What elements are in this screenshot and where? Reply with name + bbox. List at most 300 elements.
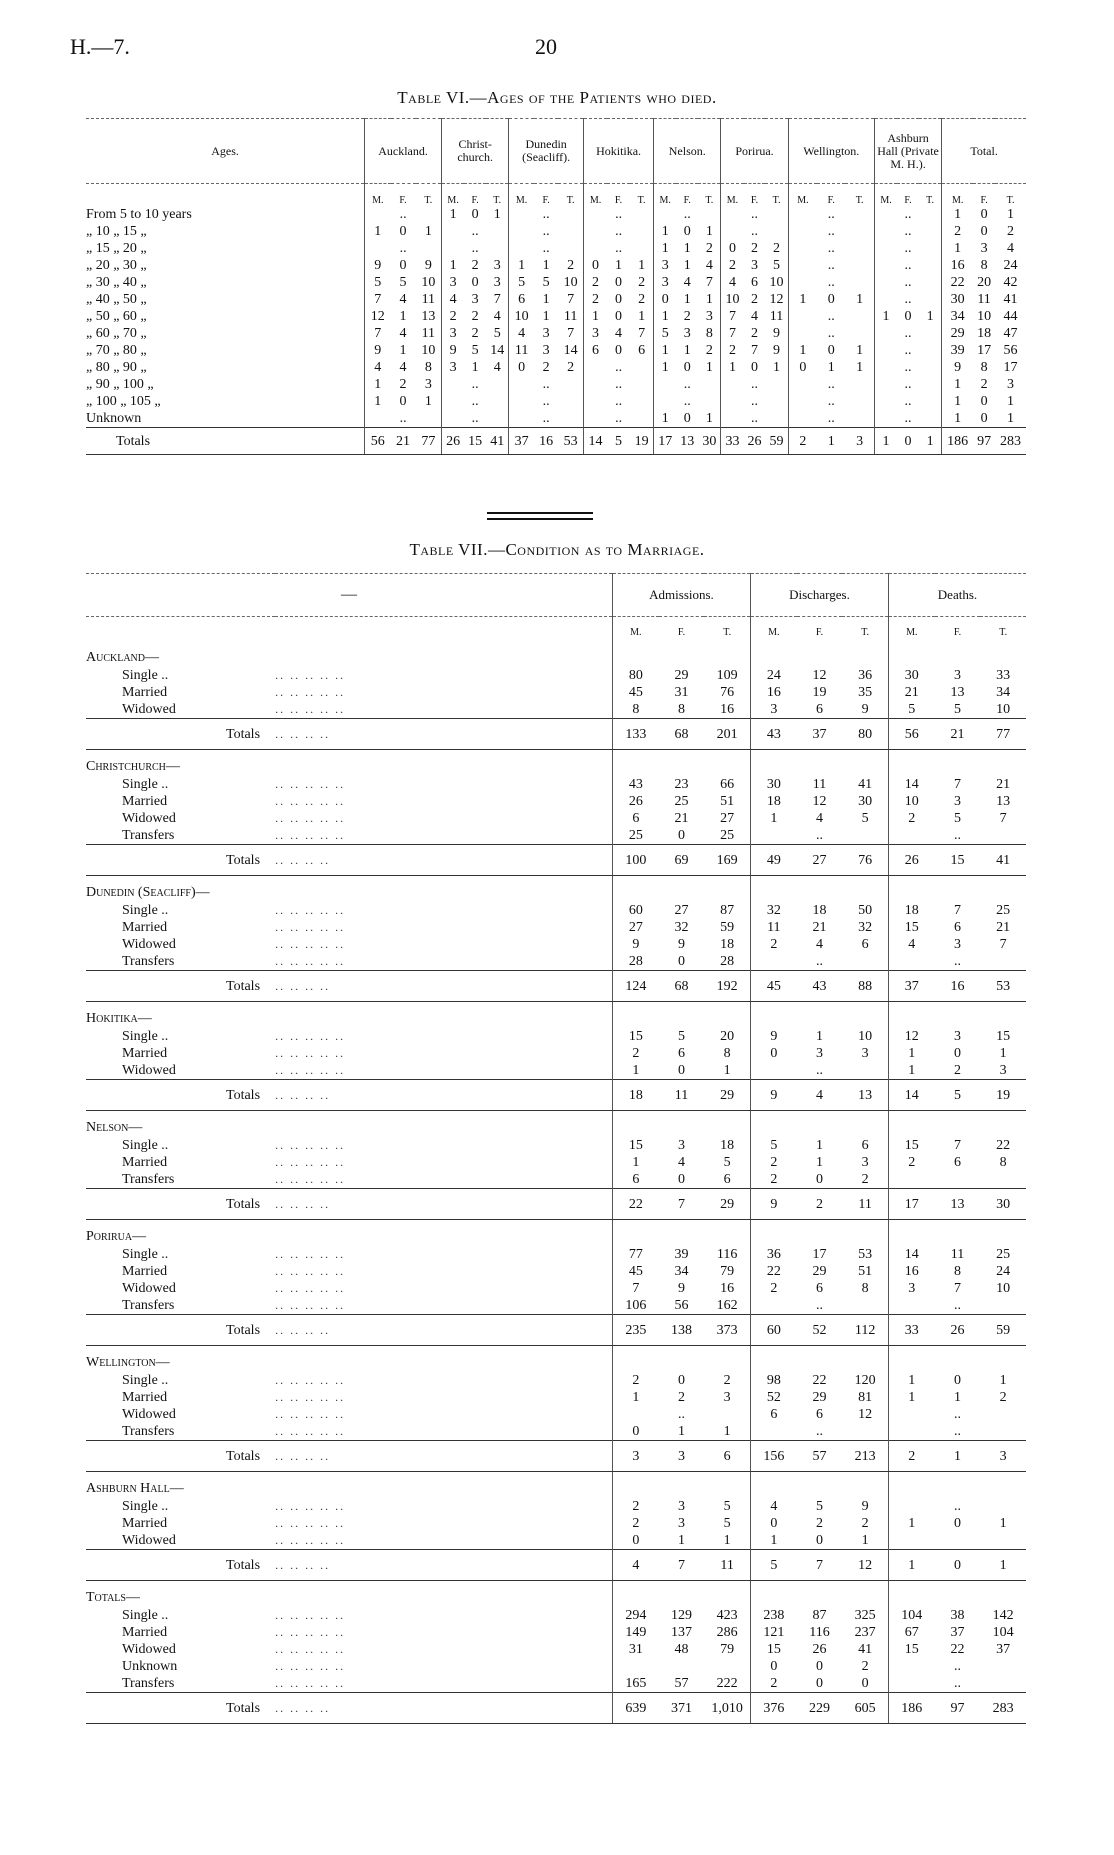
table6-subheader: M.	[442, 184, 465, 207]
table6-cell: ..	[788, 223, 874, 240]
table6-cell: 2	[583, 291, 607, 308]
table6-cell: 12	[769, 292, 784, 307]
table6-subheader: M.	[365, 184, 391, 207]
table6-age-label: „ 80 „ 90 „	[86, 360, 147, 375]
table7-cell: 3	[861, 1046, 869, 1061]
table7-row-label: Widowed	[122, 1642, 176, 1657]
table7-cell: 169	[704, 845, 750, 876]
table7-cell: 1,010	[704, 1693, 750, 1724]
table7-cell	[842, 827, 888, 845]
table6-subheader: T.	[637, 195, 646, 206]
table7-row	[86, 1406, 1026, 1423]
table6-subheader-blank	[86, 184, 365, 207]
table6-cell: ..	[874, 393, 941, 410]
table7-cell: 0	[677, 954, 685, 969]
table7-spacer	[704, 1472, 750, 1499]
table7-cell: 2	[613, 1515, 659, 1532]
table7-cell: 2	[861, 1516, 869, 1531]
table7-spacer	[750, 641, 796, 667]
table7-spacer	[613, 750, 659, 777]
table6-cell: 2	[788, 428, 817, 455]
table6-cell: 1	[683, 292, 691, 307]
table6-cell: 2	[751, 292, 758, 307]
table7-cell: 2	[750, 1171, 796, 1189]
table7-cell: 14	[888, 1080, 934, 1111]
table7-cell: 13	[996, 794, 1011, 809]
table7-cell: 14	[888, 1246, 934, 1263]
table6-cell: 2	[683, 309, 691, 324]
table7-cell: 3	[999, 1063, 1007, 1078]
table6-cell: 0	[980, 394, 988, 409]
table7-cell: 120	[854, 1373, 876, 1388]
table7-cell: ..	[953, 1298, 961, 1313]
table6-cell: 2	[567, 360, 575, 375]
table7-section-header	[86, 1220, 1026, 1247]
table7-spacer	[797, 1346, 843, 1373]
table7-row-label: Transfers	[122, 1298, 175, 1313]
table7-cell: 0	[613, 1532, 659, 1550]
table6-cell: 16	[942, 257, 973, 274]
table7-cell: 52	[797, 1315, 843, 1346]
table6-cell: 53	[558, 428, 583, 455]
table7-cell: 3	[953, 794, 961, 809]
table6-cell: 1	[788, 291, 817, 308]
table7-cell: 8	[953, 1264, 961, 1279]
table6-cell: 0	[583, 257, 607, 274]
table7-cell: 6	[613, 810, 659, 827]
table6-cell: 6	[583, 342, 607, 359]
table6-subheader: M.	[788, 184, 817, 207]
table7-cell: 1	[861, 1533, 869, 1548]
table6-cell: 30	[698, 428, 721, 455]
table7-leader-dots: .. .. .. .. ..	[275, 1264, 346, 1278]
table6-cell: ..	[509, 393, 584, 410]
table7-cell: 77	[980, 719, 1026, 750]
table7-spacer	[842, 876, 888, 903]
table6-cell: 1	[926, 309, 934, 324]
table6-cell: ..	[721, 223, 788, 240]
table7-row	[86, 1423, 1026, 1441]
table7-row-label: Single ..	[122, 1608, 169, 1623]
table7-cell: 142	[992, 1608, 1014, 1623]
table7-totals-row	[86, 1441, 1026, 1472]
table7-row	[86, 667, 1026, 684]
table7-cell: 24	[750, 667, 796, 684]
table7-cell	[613, 1406, 659, 1423]
table6-cell: 12	[365, 308, 391, 325]
table7-cell: 1	[723, 1424, 731, 1439]
table6-subheader: M.	[874, 184, 897, 207]
table6-cell: 0	[683, 224, 691, 239]
table7-row	[86, 793, 1026, 810]
table6-cell: 7	[567, 326, 575, 341]
table7-cell: 112	[842, 1315, 888, 1346]
table7-cell: 28	[720, 954, 735, 969]
table6-cell: 39	[942, 342, 973, 359]
table6-cell: 4	[493, 360, 501, 375]
table7-cell: 0	[953, 1516, 961, 1531]
table6-cell: 1	[856, 292, 864, 307]
table7-cell: 34	[996, 685, 1011, 700]
table7-cell: 4	[888, 936, 934, 953]
table7-cell	[750, 1297, 796, 1315]
table6-cell: 97	[973, 428, 995, 455]
table6-cell: 34	[942, 308, 973, 325]
table6-subheader: T.	[493, 195, 502, 206]
table6-cell: 8	[980, 258, 988, 273]
table7-cell: 60	[750, 1315, 796, 1346]
table7-cell: 3	[613, 1441, 659, 1472]
table7-cell: 9	[677, 1281, 685, 1296]
table6-cell: 2	[705, 343, 713, 358]
table7-leader-dots: .. .. .. .. ..	[275, 1298, 346, 1312]
table7-spacer	[750, 1002, 796, 1029]
table6-header: Nelson.	[654, 119, 721, 184]
table7-spacer	[980, 1002, 1026, 1029]
table6-cell: 17	[977, 343, 992, 358]
table7-spacer	[980, 1346, 1026, 1373]
table7-cell: 26	[812, 1642, 827, 1657]
table7-cell: 138	[659, 1315, 705, 1346]
table6-cell: 1	[654, 342, 677, 359]
table7-spacer	[888, 1220, 934, 1247]
table6-cell: ..	[654, 206, 721, 223]
table7-cell: 605	[842, 1693, 888, 1724]
table7-spacer	[980, 1581, 1026, 1608]
table7-cell: 237	[854, 1625, 876, 1640]
table6-cell: 7	[638, 326, 646, 341]
table7-spacer	[613, 1111, 659, 1138]
table6-ages-of-patients-died	[86, 118, 1026, 455]
table6-header: Christ-church.	[442, 119, 509, 184]
table6-cell: 47	[1003, 326, 1018, 341]
table7-leader-dots: .. .. .. .. ..	[275, 937, 346, 951]
table7-totals-row	[86, 1693, 1026, 1724]
table6-cell: 41	[486, 428, 509, 455]
table6-subheader: F.	[750, 195, 759, 206]
table6-subheader: F.	[542, 195, 550, 206]
table6-cell: 2	[471, 326, 479, 341]
table6-subheader: M.	[721, 184, 744, 207]
table6-cell: 6	[509, 291, 534, 308]
table6-cell: 4	[683, 275, 691, 290]
table7-cell: 6	[677, 1046, 685, 1061]
table6-cell: ..	[654, 376, 721, 393]
table6-cell: 5	[773, 258, 781, 273]
table7-cell: 8	[677, 702, 685, 717]
table7-cell: 5	[815, 1499, 823, 1514]
table7-cell: 3	[723, 1390, 731, 1405]
table6-cell: 1	[493, 207, 501, 222]
table6-cell: 0	[615, 343, 623, 358]
table7-subheader: M.	[750, 617, 796, 642]
table7-row-label: Married	[122, 1155, 168, 1170]
table7-cell	[980, 827, 1026, 845]
table6-cell: 0	[615, 275, 623, 290]
table7-cell: 37	[797, 719, 843, 750]
table6-subheader: M.	[583, 184, 607, 207]
table6-cell: 1	[942, 376, 973, 393]
table6-row	[86, 240, 1026, 257]
table7-cell: 51	[720, 794, 735, 809]
table7-spacer	[704, 1346, 750, 1373]
table7-cell: 1	[677, 1424, 685, 1439]
table6-cell: 5	[509, 274, 534, 291]
table7-cell: 33	[996, 668, 1011, 683]
table6-cell: 0	[654, 291, 677, 308]
table7-cell: 53	[980, 971, 1026, 1002]
table7-cell: 13	[950, 685, 965, 700]
table7-cell: 21	[888, 684, 934, 701]
table6-header: Ashburn Hall (Private M. H.).	[874, 119, 941, 184]
table7-spacer	[704, 1220, 750, 1247]
table6-cell: 2	[942, 223, 973, 240]
table6-cell: 1	[654, 240, 677, 257]
table7-cell: 12	[812, 668, 827, 683]
table7-cell: 3	[677, 1499, 685, 1514]
table7-row-label: Married	[122, 794, 168, 809]
table6-cell: 10	[977, 309, 992, 324]
table7-cell: 21	[996, 920, 1011, 935]
table6-cell: 3	[654, 274, 677, 291]
table7-cell: 5	[750, 1550, 796, 1581]
table6-cell: 17	[1003, 360, 1018, 375]
table6-cell: 0	[751, 360, 758, 375]
table7-row-label: Transfers	[122, 954, 175, 969]
table7-section-name: Dunedin (Seacliff)—	[86, 884, 210, 900]
table6-cell: ..	[874, 325, 941, 342]
table7-spacer	[842, 750, 888, 777]
table7-cell: 2	[677, 1390, 685, 1405]
table6-cell: 1	[654, 410, 677, 428]
table7-cell: 25	[996, 1247, 1011, 1262]
table7-cell: 186	[888, 1693, 934, 1724]
table7-spacer	[659, 1220, 705, 1247]
table7-spacer	[659, 1346, 705, 1373]
table7-cell	[980, 1675, 1026, 1693]
table7-spacer	[888, 1346, 934, 1373]
table6-cell: 3	[424, 377, 432, 392]
table6-cell: ..	[509, 206, 584, 223]
table7-cell: 156	[750, 1441, 796, 1472]
table7-leader-dots: .. .. .. ..	[275, 1441, 612, 1472]
table6-cell: 0	[788, 359, 817, 376]
table6-cell: 11	[563, 309, 578, 324]
table6-cell: 1	[942, 206, 973, 223]
table7-cell: 6	[861, 1138, 869, 1153]
table6-cell: 19	[630, 428, 654, 455]
table6-cell: 7	[751, 343, 758, 358]
table6-cell: ..	[583, 223, 653, 240]
table7-leader-dots: .. .. .. .. ..	[275, 828, 346, 842]
table6-cell: 0	[904, 309, 912, 324]
table6-cell: ..	[442, 223, 509, 240]
table7-section-name: Totals—	[86, 1589, 140, 1605]
table7-cell: 88	[842, 971, 888, 1002]
table7-cell: 9	[750, 1080, 796, 1111]
table7-cell: 6	[750, 1406, 796, 1423]
table7-cell	[888, 1658, 934, 1675]
table7-row-label: Single ..	[122, 1373, 169, 1388]
table6-cell: 0	[827, 343, 835, 358]
table7-section-header	[86, 876, 1026, 903]
table6-cell: 1	[856, 343, 864, 358]
table6-row	[86, 206, 1026, 223]
table6-cell: 4	[365, 359, 391, 376]
table7-spacer	[935, 1472, 981, 1499]
table7-row-label: Unknown	[122, 1659, 178, 1674]
table7-leader-dots: .. .. .. .. ..	[275, 920, 346, 934]
table7-cell: 22	[613, 1189, 659, 1220]
table6-header: Ages.	[86, 119, 365, 184]
table7-row-label: Married	[122, 1046, 168, 1061]
table7-section-name: Wellington—	[86, 1354, 170, 1370]
table7-row	[86, 1171, 1026, 1189]
table7-section-header	[86, 641, 1026, 667]
table7-cell: 30	[750, 776, 796, 793]
table7-cell: 15	[750, 1641, 796, 1658]
table7-cell: 29	[704, 1189, 750, 1220]
table7-spacer	[659, 641, 705, 667]
table7-leader-dots: .. .. .. .. ..	[275, 1373, 346, 1387]
table7-cell: 0	[815, 1676, 823, 1691]
table6-cell: 0	[509, 359, 534, 376]
table6-cell: 41	[1003, 292, 1018, 307]
table7-cell: 286	[716, 1625, 738, 1640]
table7-cell	[750, 1423, 796, 1441]
table7-cell: 149	[613, 1624, 659, 1641]
table6-cell: ..	[874, 274, 941, 291]
table6-cell: ..	[788, 376, 874, 393]
table6-cell: 14	[583, 428, 607, 455]
table7-cell: 35	[858, 685, 873, 700]
table6-cell: 1	[683, 258, 691, 273]
table7-spacer	[750, 876, 796, 903]
table7-cell: 15	[888, 1137, 934, 1154]
table6-subheader: T.	[772, 195, 781, 206]
table6-cell: 4	[1007, 241, 1015, 256]
table7-cell: 2	[723, 1373, 731, 1388]
table7-cell: 213	[842, 1441, 888, 1472]
table7-cell: 20	[720, 1029, 735, 1044]
table6-cell: 1	[471, 360, 479, 375]
table7-cell: 28	[613, 953, 659, 971]
table7-cell: 77	[613, 1246, 659, 1263]
table7-cell: 6	[723, 1172, 731, 1187]
table7-cell: 45	[613, 684, 659, 701]
table6-cell: ..	[365, 206, 442, 223]
table7-cell: 80	[613, 667, 659, 684]
table7-cell: ..	[953, 1407, 961, 1422]
table7-cell: 32	[674, 920, 689, 935]
table7-section-header	[86, 1581, 1026, 1608]
table7-cell: 22	[812, 1373, 827, 1388]
table6-cell: 30	[942, 291, 973, 308]
table7-leader-dots: .. .. .. .. ..	[275, 777, 346, 791]
table7-section-name: Ashburn Hall—	[86, 1480, 184, 1496]
table6-header: Total.	[942, 119, 1026, 184]
table7-cell: 50	[858, 903, 873, 918]
table7-cell: 165	[613, 1675, 659, 1693]
table7-cell: 1	[723, 1063, 731, 1078]
table6-row	[86, 325, 1026, 342]
table6-cell: 2	[567, 258, 575, 273]
table7-cell: 3	[953, 937, 961, 952]
table6-cell: 9	[773, 326, 781, 341]
table7-row	[86, 1246, 1026, 1263]
table6-cell: 1	[683, 343, 691, 358]
table7-leader-dots: .. .. .. .. ..	[275, 1407, 346, 1421]
table6-cell: 18	[977, 326, 992, 341]
table7-totals-row	[86, 1189, 1026, 1220]
table7-row	[86, 1641, 1026, 1658]
table7-cell: 1	[888, 1045, 934, 1062]
table7-cell: 104	[992, 1625, 1014, 1640]
table7-spacer	[980, 750, 1026, 777]
table6-row	[86, 308, 1026, 325]
table6-cell: 1	[919, 428, 942, 455]
table7-cell: 0	[677, 1373, 685, 1388]
table7-cell	[842, 1062, 888, 1080]
table7-cell: 30	[980, 1189, 1026, 1220]
table7-cell: 2	[613, 1498, 659, 1515]
table7-cell: 5	[723, 1155, 731, 1170]
table7-spacer	[980, 1472, 1026, 1499]
table6-cell: ..	[583, 359, 653, 376]
table7-leader-dots: .. .. .. .. ..	[275, 1063, 346, 1077]
table6-cell: 3	[705, 309, 713, 324]
table7-totals-label: Totals	[86, 1189, 275, 1220]
table7-leader-dots: .. .. .. .. ..	[275, 1046, 346, 1060]
table7-cell: 16	[720, 1281, 735, 1296]
table7-cell: 423	[716, 1608, 738, 1623]
table7-cell: 10	[996, 702, 1011, 717]
table7-cell: 34	[674, 1264, 689, 1279]
table7-spacer	[797, 1002, 843, 1029]
table7-cell: 6	[953, 920, 961, 935]
table6-cell: 2	[980, 377, 988, 392]
table7-cell	[980, 1658, 1026, 1675]
table7-subheader: F.	[815, 627, 824, 638]
table6-cell: 2	[471, 258, 479, 273]
table7-spacer	[935, 1002, 981, 1029]
table6-cell: ..	[788, 274, 874, 291]
table6-subheader: M.	[942, 184, 973, 207]
table7-cell: 19	[812, 685, 827, 700]
table6-cell: 1	[365, 223, 391, 240]
table7-cell: 3	[953, 668, 961, 683]
table7-cell: 1	[980, 1550, 1026, 1581]
table7-cell: 2	[888, 1154, 934, 1171]
table6-cell: ..	[654, 393, 721, 410]
table7-spacer	[659, 750, 705, 777]
table7-cell: 238	[750, 1607, 796, 1624]
table7-leader-dots: .. .. .. .. ..	[275, 1676, 346, 1690]
table6-age-label: „ 100 „ 105 „	[86, 394, 161, 409]
table7-leader-dots: .. .. .. .. ..	[275, 1247, 346, 1261]
table7-cell: 294	[613, 1607, 659, 1624]
table7-section-header	[86, 1346, 1026, 1373]
table7-section-name: Nelson—	[86, 1119, 143, 1135]
table6-cell: 3	[442, 325, 465, 342]
table6-cell: ..	[788, 257, 874, 274]
table7-cell: 7	[999, 811, 1007, 826]
table7-row	[86, 936, 1026, 953]
table7-spacer	[888, 750, 934, 777]
table6-age-label: „ 30 „ 40 „	[86, 275, 147, 290]
table7-leader-dots: .. .. .. .. ..	[275, 1155, 346, 1169]
table7-cell: 0	[677, 1172, 685, 1187]
